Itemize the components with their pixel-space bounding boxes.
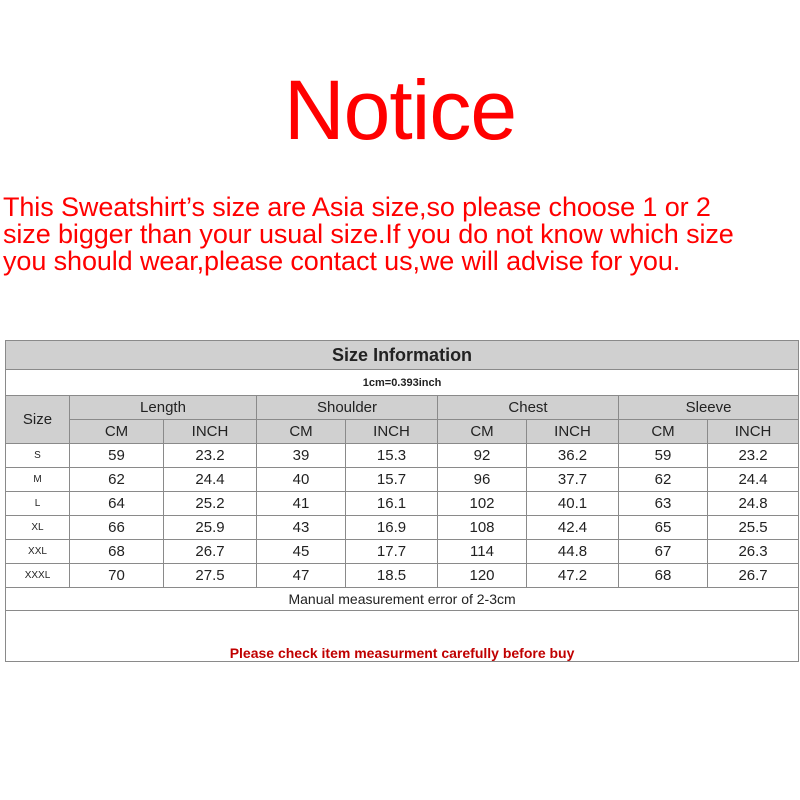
table-cell: 114 <box>438 540 527 564</box>
table-cell: 62 <box>619 468 708 492</box>
table-cell: 92 <box>438 444 527 468</box>
unit-header: INCH <box>527 420 619 444</box>
table-cell: 44.8 <box>527 540 619 564</box>
table-cell: 47.2 <box>527 564 619 588</box>
table-row <box>6 564 799 588</box>
table-cell: 36.2 <box>527 444 619 468</box>
table-cell: 41 <box>257 492 346 516</box>
table-cell: 37.7 <box>527 468 619 492</box>
table-row <box>6 492 799 516</box>
length-header: Length <box>70 396 257 420</box>
size-table-title: Size Information <box>6 341 799 370</box>
chest-header: Chest <box>438 396 619 420</box>
table-cell: 64 <box>70 492 164 516</box>
unit-header: INCH <box>708 420 799 444</box>
table-cell: 26.7 <box>708 564 799 588</box>
size-table <box>5 340 799 662</box>
table-cell: 24.8 <box>708 492 799 516</box>
table-cell: 40 <box>257 468 346 492</box>
table-cell: 23.2 <box>708 444 799 468</box>
unit-header: CM <box>70 420 164 444</box>
size-label: S <box>6 444 70 468</box>
unit-conversion: 1cm=0.393inch <box>6 370 799 396</box>
table-cell: 23.2 <box>164 444 257 468</box>
table-cell: 17.7 <box>346 540 438 564</box>
unit-header: CM <box>438 420 527 444</box>
table-cell: 59 <box>619 444 708 468</box>
table-cell: 65 <box>619 516 708 540</box>
notice-line: you should wear,please contact us,we will advise for you. <box>3 246 681 276</box>
table-cell: 16.9 <box>346 516 438 540</box>
table-cell: 120 <box>438 564 527 588</box>
table-cell: 15.7 <box>346 468 438 492</box>
table-cell: 27.5 <box>164 564 257 588</box>
size-label: XXL <box>6 540 70 564</box>
table-cell: 24.4 <box>164 468 257 492</box>
table-cell: 26.7 <box>164 540 257 564</box>
table-cell: 96 <box>438 468 527 492</box>
table-cell: 24.4 <box>708 468 799 492</box>
table-cell: 18.5 <box>346 564 438 588</box>
table-cell: 15.3 <box>346 444 438 468</box>
table-cell: 25.9 <box>164 516 257 540</box>
table-cell: 45 <box>257 540 346 564</box>
size-label: XXXL <box>6 564 70 588</box>
size-label: L <box>6 492 70 516</box>
table-cell: 68 <box>619 564 708 588</box>
table-cell: 59 <box>70 444 164 468</box>
measurement-note: Manual measurement error of 2-3cm <box>6 588 799 611</box>
table-cell: 26.3 <box>708 540 799 564</box>
notice-title: Notice <box>283 63 517 157</box>
table-row <box>6 468 799 492</box>
unit-header: CM <box>257 420 346 444</box>
warning-note: Please check item measurment carefully before buy <box>6 611 799 662</box>
unit-header: INCH <box>164 420 257 444</box>
table-cell: 70 <box>70 564 164 588</box>
table-cell: 63 <box>619 492 708 516</box>
size-label: M <box>6 468 70 492</box>
table-cell: 25.2 <box>164 492 257 516</box>
size-column-header: Size <box>6 396 70 444</box>
table-cell: 108 <box>438 516 527 540</box>
table-cell: 16.1 <box>346 492 438 516</box>
notice-message <box>3 194 800 275</box>
table-cell: 25.5 <box>708 516 799 540</box>
unit-header: CM <box>619 420 708 444</box>
shoulder-header: Shoulder <box>257 396 438 420</box>
table-row <box>6 444 799 468</box>
table-row <box>6 540 799 564</box>
table-cell: 42.4 <box>527 516 619 540</box>
table-cell: 102 <box>438 492 527 516</box>
table-cell: 47 <box>257 564 346 588</box>
table-cell: 66 <box>70 516 164 540</box>
sleeve-header: Sleeve <box>619 396 799 420</box>
unit-header: INCH <box>346 420 438 444</box>
table-cell: 39 <box>257 444 346 468</box>
notice-line: This Sweatshirt’s size are Asia size,so please choose 1 or 2 <box>3 192 711 222</box>
table-cell: 62 <box>70 468 164 492</box>
table-cell: 68 <box>70 540 164 564</box>
table-cell: 40.1 <box>527 492 619 516</box>
table-row <box>6 516 799 540</box>
size-label: XL <box>6 516 70 540</box>
notice-line: size bigger than your usual size.If you do not know which size <box>3 219 734 249</box>
table-cell: 67 <box>619 540 708 564</box>
table-cell: 43 <box>257 516 346 540</box>
